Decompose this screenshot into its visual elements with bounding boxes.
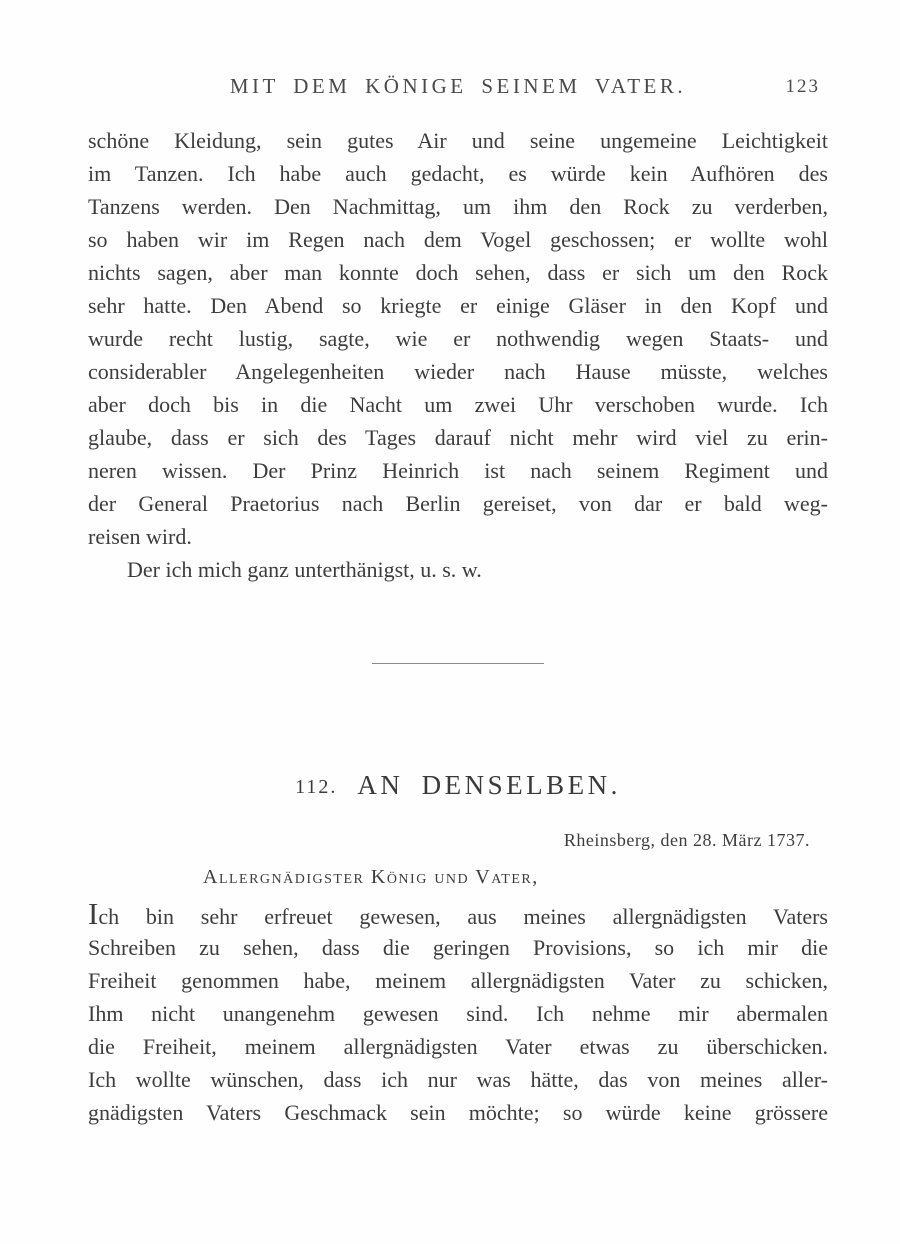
letter-closing: Der ich mich ganz unterthänigst, u. s. w.: [127, 557, 482, 582]
text-line: die Freiheit, meinem allergnädigsten Vater etwas zu überschicken.: [88, 1034, 828, 1059]
section-divider: [372, 663, 544, 664]
text-line: Ihm nicht unangenehm gewesen sind. Ich nehme mir abermalen: [88, 1001, 828, 1026]
running-title: MIT DEM KÖNIGE SEINEM VATER.: [229, 74, 687, 98]
text-line: Freiheit genommen habe, meinem allergnädigsten Vater zu schicken,: [88, 968, 828, 993]
text-line: Ich wollte wünschen, dass ich nur was hätte, das von meines aller-: [88, 1067, 828, 1092]
page-number: 123: [785, 76, 820, 97]
letter-title: AN DENSELBEN.: [357, 770, 621, 800]
text-column: [88, 74, 828, 1129]
text-line: gnädigsten Vaters Geschmack sein möchte; so würde keine grössere: [88, 1100, 828, 1125]
section-heading: [88, 770, 828, 801]
text-line: Schreiben zu sehen, dass die geringen Provisions, so ich mir die: [88, 935, 828, 960]
running-head: [88, 74, 828, 102]
text-line: wurde recht lustig, sagte, wie er nothwendig wegen Staats- und: [88, 326, 828, 351]
text-line: considerabler Angelegenheiten wieder nach Hause müsste, welches: [88, 359, 828, 384]
text-line: so haben wir im Regen nach dem Vogel geschossen; er wollte wohl: [88, 227, 828, 252]
text-line: nichts sagen, aber man konnte doch sehen, dass er sich um den Rock: [88, 260, 828, 285]
text-line: Tanzens werden. Den Nachmittag, um ihm den Rock zu verderben,: [88, 194, 828, 219]
text-line: neren wissen. Der Prinz Heinrich ist nach seinem Regiment und: [88, 458, 828, 483]
text-line: im Tanzen. Ich habe auch gedacht, es würde kein Aufhören des: [88, 161, 828, 186]
text-line: Ich bin sehr erfreuet gewesen, aus meines allergnädigsten Vaters: [88, 896, 828, 931]
dateline: Rheinsberg, den 28. März 1737.: [563, 830, 810, 850]
text-line: aber doch bis in die Nacht um zwei Uhr verschoben wurde. Ich: [88, 392, 828, 417]
text-line: reisen wird.: [88, 524, 192, 549]
salutation: Allergnädigster König und Vater,: [203, 866, 539, 888]
text-line: glaube, dass er sich des Tages darauf nicht mehr wird viel zu erin-: [88, 425, 828, 450]
text-line: schöne Kleidung, sein gutes Air und seine ungemeine Leichtigkeit: [88, 128, 828, 153]
letter-number: 112.: [295, 776, 338, 798]
text-line: sehr hatte. Den Abend so kriegte er einige Gläser in den Kopf und: [88, 293, 828, 318]
letter-112-body: [88, 898, 828, 1129]
text-line: der General Praetorius nach Berlin gereiset, von dar er bald weg-: [88, 491, 828, 516]
letter-continuation-body: [88, 124, 828, 553]
